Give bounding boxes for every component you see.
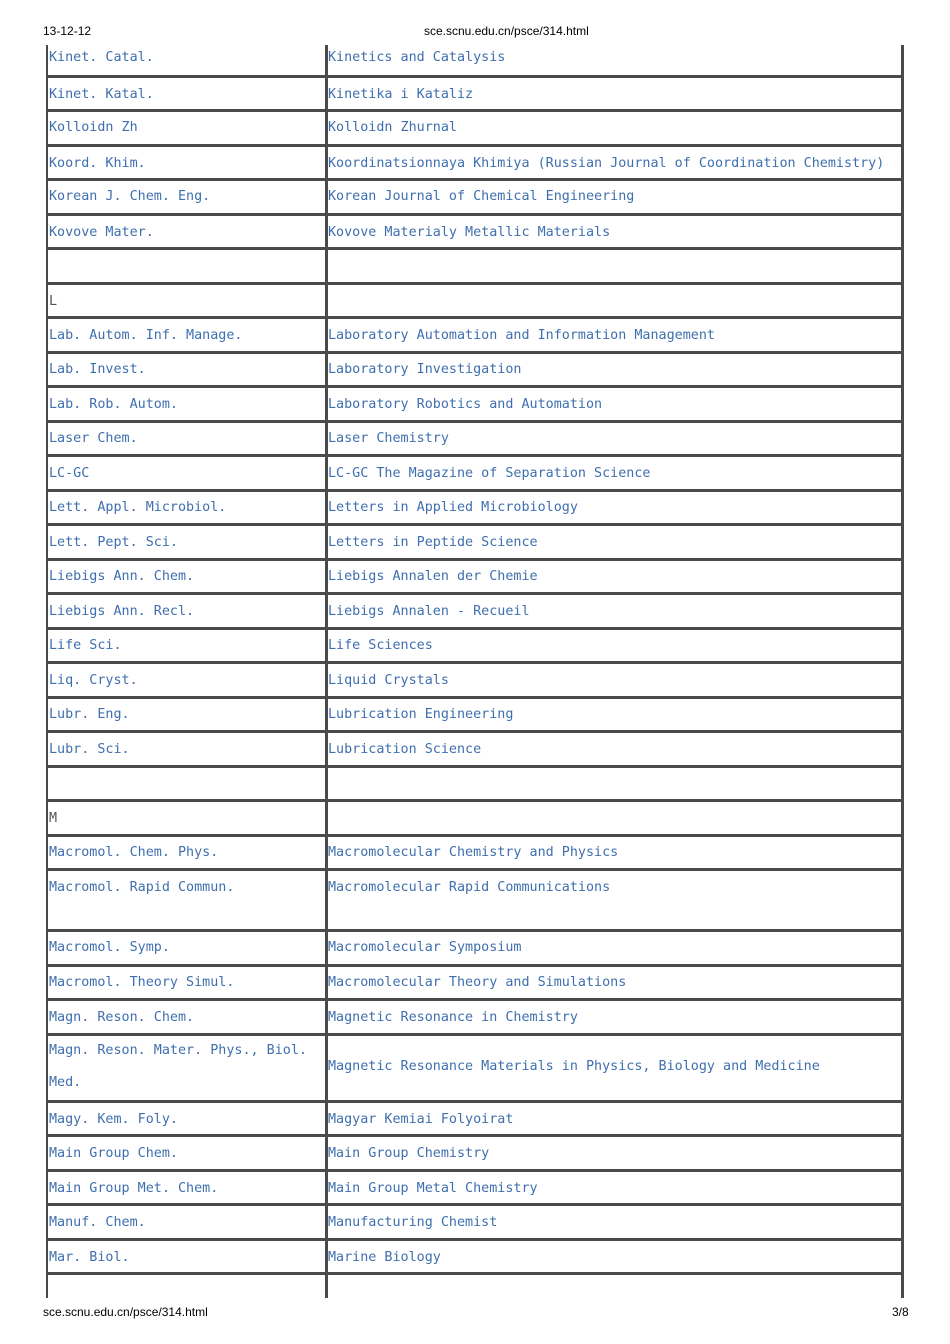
table-row (46, 1172, 904, 1206)
table-row (46, 250, 904, 285)
abbreviation-cell[interactable]: Main Group Met. Chem. (49, 1181, 219, 1196)
full-title-cell[interactable]: Lubrication Science (328, 742, 482, 757)
abbreviation-cell[interactable]: Korean J. Chem. Eng. (49, 189, 211, 204)
full-title-cell[interactable]: Magnetic Resonance in Chemistry (328, 1010, 578, 1025)
full-title-cell[interactable]: Macromolecular Rapid Communications (328, 880, 611, 895)
abbreviation-cell[interactable]: Macromol. Rapid Commun. (49, 880, 235, 895)
abbreviation-cell[interactable]: Liebigs Ann. Recl. (49, 604, 195, 619)
table-row (46, 319, 904, 354)
abbreviation-cell[interactable]: Laser Chem. (49, 431, 138, 446)
table-row (46, 423, 904, 457)
table-row (46, 733, 904, 768)
table-row (46, 285, 904, 319)
full-title-cell[interactable]: Marine Biology (328, 1250, 441, 1265)
table-row (46, 45, 904, 78)
full-title-cell[interactable]: Letters in Peptide Science (328, 535, 538, 550)
table-row (46, 112, 904, 147)
print-footer-url: sce.scnu.edu.cn/psce/314.html (43, 1305, 208, 1319)
abbreviation-cell[interactable]: Magy. Kem. Foly. (49, 1112, 178, 1127)
table-row (46, 664, 904, 699)
abbreviation-cell[interactable]: Lab. Invest. (49, 362, 146, 377)
full-title-cell[interactable]: Liebigs Annalen der Chemie (328, 569, 538, 584)
table-row (46, 768, 904, 802)
table-row (46, 1137, 904, 1172)
full-title-cell[interactable]: Kinetics and Catalysis (328, 50, 506, 65)
table-row (46, 492, 904, 526)
full-title-cell[interactable]: Macromolecular Symposium (328, 940, 522, 955)
table-left-border (46, 45, 48, 1298)
table-row (46, 1001, 904, 1036)
abbreviation-cell[interactable]: Lubr. Sci. (49, 742, 130, 757)
section-letter: L (49, 294, 58, 309)
full-title-cell[interactable]: Kinetika i Kataliz (328, 87, 474, 102)
full-title-cell[interactable]: Magnetic Resonance Materials in Physics, Biology and Medicine (328, 1059, 820, 1074)
abbreviation-cell[interactable]: LC-GC (49, 466, 90, 481)
full-title-cell[interactable]: Kovove Materialy Metallic Materials (328, 225, 611, 240)
full-title-cell[interactable]: Laboratory Investigation (328, 362, 522, 377)
full-title-cell[interactable]: Korean Journal of Chemical Engineering (328, 189, 635, 204)
full-title-cell[interactable]: Main Group Metal Chemistry (328, 1181, 538, 1196)
abbreviation-cell[interactable]: Kovove Mater. (49, 225, 154, 240)
table-row (46, 932, 904, 967)
abbreviation-cell[interactable]: Magn. Reson. Chem. (49, 1010, 195, 1025)
full-title-cell[interactable]: Laboratory Automation and Information Management (328, 328, 715, 343)
table-row (46, 1241, 904, 1275)
table-right-border (901, 45, 904, 1298)
abbreviation-cell[interactable]: Magn. Reson. Mater. Phys., Biol. Med. (49, 1043, 307, 1090)
full-title-cell[interactable]: Lubrication Engineering (328, 707, 514, 722)
table-row (46, 457, 904, 492)
table-row (46, 1206, 904, 1241)
abbreviation-cell[interactable]: Liq. Cryst. (49, 673, 138, 688)
abbreviation-cell[interactable]: Life Sci. (49, 638, 122, 653)
table-row (46, 595, 904, 630)
full-title-cell[interactable]: Letters in Applied Microbiology (328, 500, 578, 515)
table-row (46, 181, 904, 216)
table-column-divider (325, 45, 328, 1298)
abbreviation-cell[interactable]: Macromol. Chem. Phys. (49, 845, 219, 860)
table-row (46, 967, 904, 1001)
full-title-cell[interactable]: Main Group Chemistry (328, 1146, 490, 1161)
abbreviation-cell[interactable]: Liebigs Ann. Chem. (49, 569, 195, 584)
full-title-cell[interactable]: Life Sciences (328, 638, 433, 653)
table-row (46, 802, 904, 837)
full-title-cell[interactable]: Macromolecular Chemistry and Physics (328, 845, 619, 860)
abbreviation-cell[interactable]: Macromol. Symp. (49, 940, 170, 955)
full-title-cell[interactable]: Magyar Kemiai Folyoirat (328, 1112, 514, 1127)
abbreviation-cell[interactable]: Lett. Pept. Sci. (49, 535, 178, 550)
table-row (46, 354, 904, 388)
abbreviation-cell[interactable]: Lab. Autom. Inf. Manage. (49, 328, 243, 343)
full-title-cell[interactable]: LC-GC The Magazine of Separation Science (328, 466, 651, 481)
abbreviation-cell[interactable]: Manuf. Chem. (49, 1215, 146, 1230)
table-row (46, 147, 904, 181)
table-row (46, 78, 904, 112)
table-row (46, 526, 904, 561)
abbreviation-cell[interactable]: Main Group Chem. (49, 1146, 178, 1161)
section-letter: M (49, 811, 58, 826)
full-title-cell[interactable]: Kolloidn Zhurnal (328, 120, 457, 135)
full-title-cell[interactable]: Liebigs Annalen - Recueil (328, 604, 530, 619)
abbreviation-cell[interactable]: Lubr. Eng. (49, 707, 130, 722)
full-title-cell[interactable]: Manufacturing Chemist (328, 1215, 498, 1230)
abbreviation-cell[interactable]: Kolloidn Zh (49, 120, 138, 135)
table-row (46, 1036, 904, 1103)
full-title-cell[interactable]: Koordinatsionnaya Khimiya (Russian Journal of Coordination Chemistry) (328, 156, 885, 171)
full-title-cell[interactable]: Liquid Crystals (328, 673, 449, 688)
table-row (46, 871, 904, 932)
table-row (46, 630, 904, 664)
table-row (46, 699, 904, 733)
abbreviation-cell[interactable]: Macromol. Theory Simul. (49, 975, 235, 990)
table-row (46, 216, 904, 250)
abbreviation-cell[interactable]: Lett. Appl. Microbiol. (49, 500, 227, 515)
page-number: 3/8 (892, 1305, 909, 1319)
table-row (46, 561, 904, 595)
abbreviation-cell[interactable]: Koord. Khim. (49, 156, 146, 171)
print-header-url: sce.scnu.edu.cn/psce/314.html (424, 24, 589, 38)
abbreviation-cell[interactable]: Lab. Rob. Autom. (49, 397, 178, 412)
abbreviation-cell[interactable]: Kinet. Katal. (49, 87, 154, 102)
abbreviation-cell[interactable]: Kinet. Catal. (49, 50, 154, 65)
full-title-cell[interactable]: Laboratory Robotics and Automation (328, 397, 603, 412)
journal-abbreviation-table (46, 45, 906, 1298)
print-date: 13-12-12 (43, 24, 92, 38)
abbreviation-cell[interactable]: Mar. Biol. (49, 1250, 130, 1265)
table-row (46, 1103, 904, 1137)
full-title-cell[interactable]: Macromolecular Theory and Simulations (328, 975, 627, 990)
table-row (46, 837, 904, 871)
table-row (46, 1275, 904, 1298)
table-row (46, 388, 904, 423)
full-title-cell[interactable]: Laser Chemistry (328, 431, 449, 446)
